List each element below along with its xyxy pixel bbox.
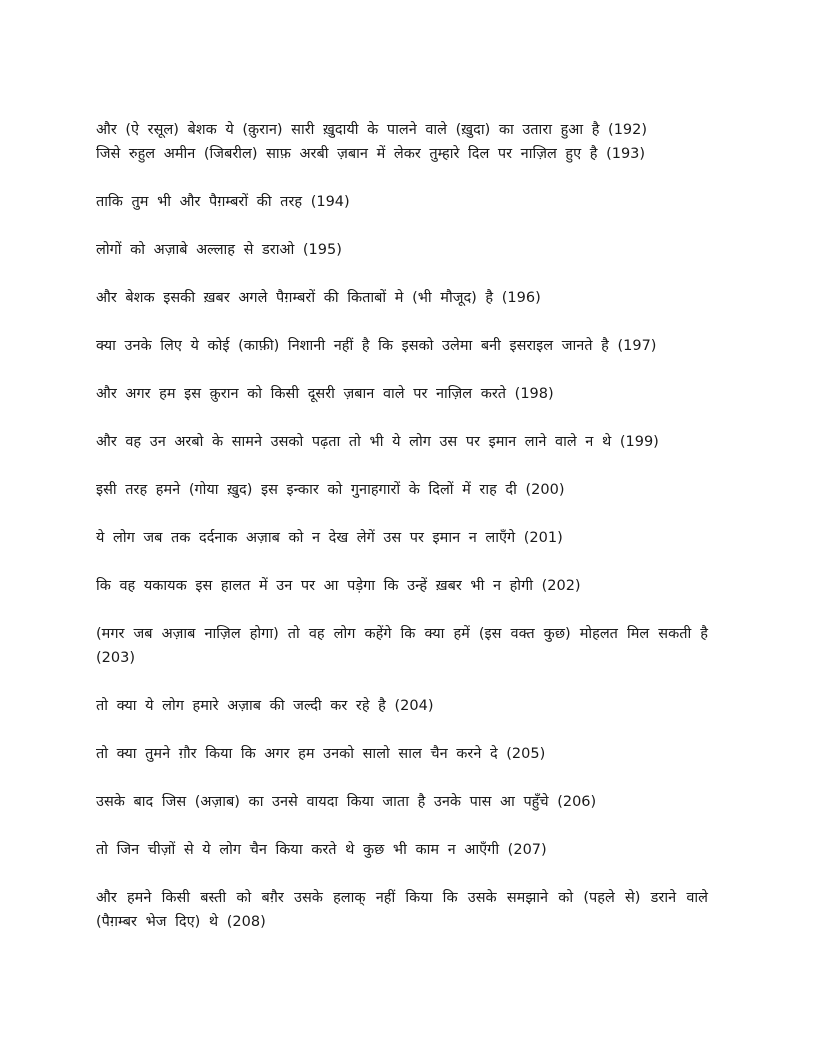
verse-193: जिसे रुहुल अमीन (जिबरील) साफ़ अरबी ज़बान में लेकर तुम्हारे दिल पर नाज़िल हुए है (193) (96, 146, 646, 162)
verse-202: कि वह यकायक इस हालत में उन पर आ पड़ेगा कि उन्हें ख़बर भी न होगी (202) (96, 578, 581, 594)
verse-207: तो जिन चीज़ों से ये लोग चैन किया करते थे कुछ भी काम न आएँगी (207) (96, 842, 547, 858)
verse-196: और बेशक इसकी ख़बर अगले पैग़म्बरों की किताबों मे (भी मौजूद) है (196) (96, 290, 541, 306)
verse-204: तो क्या ये लोग हमारे अज़ाब की जल्दी कर रहे है (204) (96, 698, 434, 714)
verse-205: तो क्या तुमने ग़ौर किया कि अगर हम उनको सालो साल चैन करने दे (205) (96, 746, 546, 762)
verse-194: ताकि तुम भी और पैग़म्बरों की तरह (194) (96, 194, 350, 210)
verse-195: लोगों को अज़ाबे अल्लाह से डराओ (195) (96, 242, 342, 258)
verse-199: और वह उन अरबो के सामने उसको पढ़ता तो भी ये लोग उस पर इमान लाने वाले न थे (199) (96, 434, 659, 450)
verse-192: और (ऐ रसूल) बेशक ये (क़ुरान) सारी ख़ुदायी के पालने वाले (ख़ुदा) का उतारा हुआ है (192) (96, 122, 648, 138)
document-body (96, 118, 708, 958)
verse-201: ये लोग जब तक दर्दनाक अज़ाब को न देख लेगें उस पर इमान न लाएँगे (201) (96, 530, 563, 546)
verse-197: क्या उनके लिए ये कोई (काफ़ी) निशानी नहीं है कि इसको उलेमा बनी इसराइल जानते है (197) (96, 338, 657, 354)
verse-206: उसके बाद जिस (अज़ाब) का उनसे वायदा किया जाता है उनके पास आ पहुँचे (206) (96, 794, 597, 810)
verse-200: इसी तरह हमने (गोया ख़ुद) इस इन्कार को गुनाहगारों के दिलों में राह दी (200) (96, 482, 565, 498)
verse-203: (मगर जब अज़ाब नाज़िल होगा) तो वह लोग कहेंगे कि क्या हमें (इस वक्त कुछ) मोहलत मिल सकती है (203) (96, 626, 708, 666)
verse-198: और अगर हम इस क़ुरान को किसी दूसरी ज़बान वाले पर नाज़िल करते (198) (96, 386, 554, 402)
verse-208: और हमने किसी बस्ती को बग़ैर उसके हलाक् नहीं किया कि उसके समझाने को (पहले से) डराने वाले (पैग़म्बर भेज दिए) थे (208) (96, 890, 708, 930)
